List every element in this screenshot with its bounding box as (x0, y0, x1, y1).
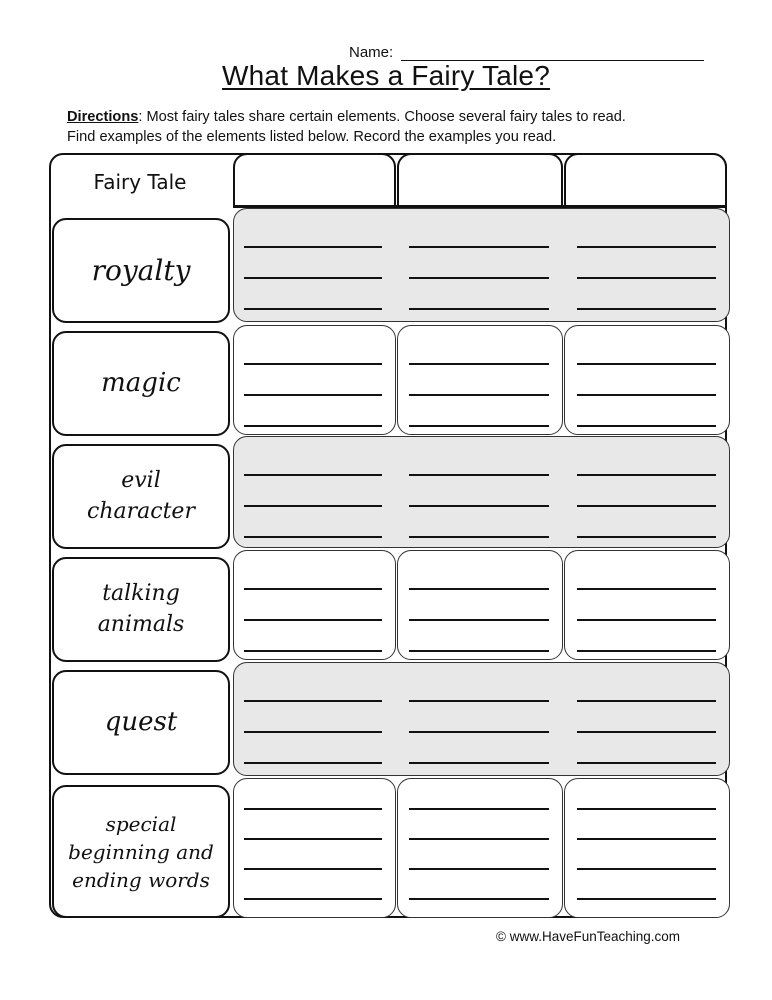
answer-writing-line[interactable] (409, 536, 549, 538)
answer-writing-line[interactable] (244, 425, 382, 427)
directions-line-1: : Most fairy tales share certain elements. Choose several fairy tales to read. (138, 109, 626, 125)
answer-writing-line[interactable] (409, 838, 549, 840)
element-label-5: quest (52, 670, 230, 775)
answer-writing-line[interactable] (577, 838, 716, 840)
answer-writing-line[interactable] (244, 246, 382, 248)
page-title: What Makes a Fairy Tale? (222, 60, 550, 91)
answer-writing-line[interactable] (244, 650, 382, 652)
answer-cell (397, 325, 563, 435)
answer-writing-line[interactable] (244, 536, 382, 538)
shaded-row-band (233, 436, 730, 548)
answer-writing-line[interactable] (577, 308, 716, 310)
fairy-tale-title-field-2[interactable] (397, 153, 563, 208)
answer-writing-line[interactable] (577, 363, 716, 365)
answer-writing-line[interactable] (577, 868, 716, 870)
answer-writing-line[interactable] (577, 425, 716, 427)
directions (67, 107, 626, 147)
shaded-row-band (233, 208, 730, 322)
answer-writing-line[interactable] (409, 277, 549, 279)
answer-writing-line[interactable] (409, 868, 549, 870)
answer-writing-line[interactable] (244, 762, 382, 764)
answer-writing-line[interactable] (577, 619, 716, 621)
answer-writing-line[interactable] (244, 838, 382, 840)
answer-writing-line[interactable] (244, 277, 382, 279)
answer-writing-line[interactable] (244, 394, 382, 396)
answer-writing-line[interactable] (244, 619, 382, 621)
answer-cell (233, 550, 396, 660)
answer-writing-line[interactable] (244, 808, 382, 810)
answer-writing-line[interactable] (409, 363, 549, 365)
answer-writing-line[interactable] (409, 588, 549, 590)
answer-writing-line[interactable] (577, 762, 716, 764)
answer-writing-line[interactable] (244, 308, 382, 310)
answer-cell (564, 550, 730, 660)
answer-writing-line[interactable] (244, 868, 382, 870)
answer-writing-line[interactable] (577, 505, 716, 507)
answer-writing-line[interactable] (409, 619, 549, 621)
fairy-tale-title-field-3[interactable] (564, 153, 727, 208)
answer-writing-line[interactable] (409, 898, 549, 900)
shaded-row-band (233, 662, 730, 776)
element-label-2: magic (52, 331, 230, 436)
answer-writing-line[interactable] (409, 762, 549, 764)
copyright-footer: © www.HaveFunTeaching.com (496, 929, 681, 944)
answer-writing-line[interactable] (409, 700, 549, 702)
answer-cell (397, 778, 563, 918)
answer-writing-line[interactable] (409, 246, 549, 248)
answer-writing-line[interactable] (409, 474, 549, 476)
directions-line-2: Find examples of the elements listed below. Record the examples you read. (67, 129, 557, 145)
answer-writing-line[interactable] (577, 394, 716, 396)
element-label-6: special beginning and ending words (52, 785, 230, 918)
answer-writing-line[interactable] (409, 394, 549, 396)
element-label-1: royalty (52, 218, 230, 323)
answer-writing-line[interactable] (244, 700, 382, 702)
answer-cell (564, 325, 730, 435)
answer-writing-line[interactable] (244, 363, 382, 365)
answer-writing-line[interactable] (409, 808, 549, 810)
answer-writing-line[interactable] (577, 700, 716, 702)
answer-writing-line[interactable] (577, 898, 716, 900)
answer-writing-line[interactable] (577, 808, 716, 810)
directions-label: Directions (67, 109, 139, 125)
answer-cell (233, 325, 396, 435)
answer-writing-line[interactable] (409, 308, 549, 310)
answer-writing-line[interactable] (577, 246, 716, 248)
answer-writing-line[interactable] (409, 425, 549, 427)
fairy-tale-title-field-1[interactable] (233, 153, 396, 208)
answer-cell (564, 778, 730, 918)
answer-writing-line[interactable] (577, 277, 716, 279)
element-label-3: evil character (52, 444, 230, 549)
answer-writing-line[interactable] (244, 898, 382, 900)
answer-writing-line[interactable] (244, 474, 382, 476)
answer-writing-line[interactable] (244, 588, 382, 590)
answer-writing-line[interactable] (577, 474, 716, 476)
answer-cell (397, 550, 563, 660)
answer-writing-line[interactable] (577, 731, 716, 733)
answer-writing-line[interactable] (577, 536, 716, 538)
name-label: Name: (349, 44, 394, 61)
answer-writing-line[interactable] (409, 505, 549, 507)
answer-writing-line[interactable] (244, 731, 382, 733)
answer-cell (233, 778, 396, 918)
answer-writing-line[interactable] (577, 650, 716, 652)
element-label-4: talking animals (52, 557, 230, 662)
answer-writing-line[interactable] (409, 650, 549, 652)
answer-writing-line[interactable] (409, 731, 549, 733)
answer-writing-line[interactable] (577, 588, 716, 590)
header-label-fairy-tale: Fairy Tale (93, 170, 187, 194)
answer-writing-line[interactable] (244, 505, 382, 507)
